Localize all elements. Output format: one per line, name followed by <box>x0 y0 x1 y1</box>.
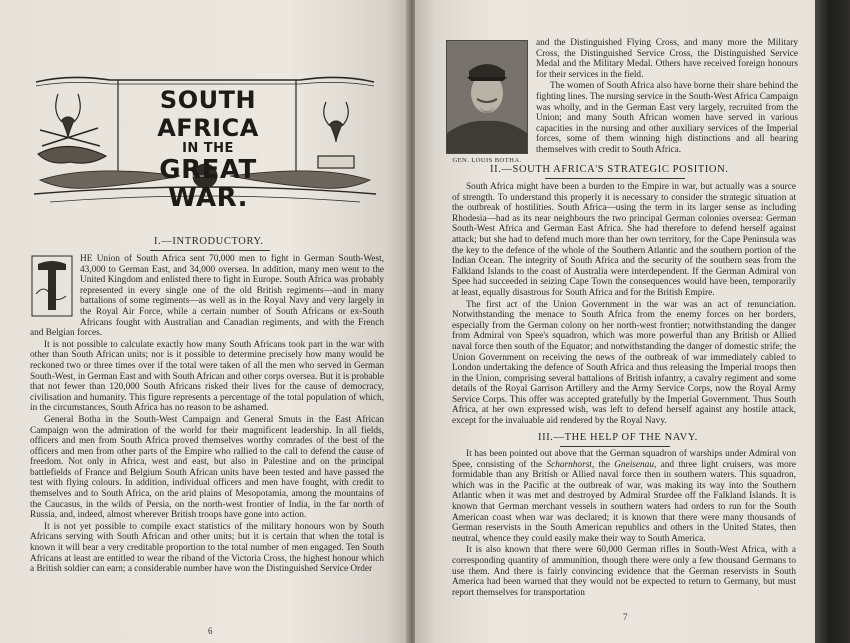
book-cover-edge <box>815 0 850 643</box>
paragraph: The women of South Africa also have borne their share behind the fighting lines. The nursing service in the South-West Africa Campaign was wholly, and in the German East very largely, recruited from the Union; and many South African women have served in various capacities in the nursing and other auxiliary services of the Imperial forces, some of them winning high distinctions and all bearing themselves with credit to South Africa. <box>536 81 798 155</box>
book-title <box>120 86 296 212</box>
paragraph: General Botha in the South-West Campaign and General Smuts in the East African Campaign won the admiration of the world for their magnificent leadership. In all fields, officers and men from South Africa proved themselves worthy comrades of the best of the officers and men from other parts of the Empire who rallied to the call to defend the cause of freedom. Not only in Africa, west and east, but also in Palestine and on the principal battlefields of France and Belgium South African units have been tested and have passed the test with flying colours. In addition, individual officers and men have fought, with credit to themselves and to South Africa, on the arid plains of Mesopotamia, among the mountains of the Caucasus, in the wilds of Persia, on the north-west frontier of India, in the far north of Russia, and, indeed, almost wherever British troops have gone into action. <box>30 414 384 521</box>
paragraph: It is also known that there were 60,000 German rifles in South-West Africa, with a corresponding quantity of ammunition, though there were only a few thousand Germans to use them. And there is fairly convincing evidence that the German reservists in South America had been warned that they would not be expected to return to Germany, but must report themselves for transportation <box>452 545 796 598</box>
section-2-body <box>452 182 796 428</box>
portrait-figure <box>447 41 527 153</box>
text-run: , and three light cruisers, was more formidable than any British or Allied naval force then in southern waters. This squadron, which was in the Pacific at the outbreak of war, was making its way into the Southern Atlantic when it was met and destroyed by Admiral Sturdee off the Falkland Islands. It is known that German merchant vessels in southern waters had orders to run for the South American coast when war was declared; it is known that there were many thousands of German reservists in the South American republics and others in the United States, then neutral, whence they could easily make their way to South America. <box>452 459 796 544</box>
paragraph: It is not possible to calculate exactly how many South Africans took part in the war with other than South African units; nor is it possible to determine precisely how many would be reckoned two or three times over if the total were taken of all the men who served in German South-West, in German East and with South African and other corps oversea. But it is probable that not fewer than 120,000 South Africans risked their lives for the cause of democracy, civilisation and humanity. This figure represents a percentage of the total population of which, in the circumstances, South Africa has no reason to be ashamed. <box>30 339 384 414</box>
section-1-heading: I.—INTRODUCTORY. <box>154 236 264 247</box>
title-line-2: IN THE <box>182 141 234 156</box>
portrait-caption: GEN. LOUIS BOTHA. <box>452 157 522 164</box>
dropcap-t-ornament <box>30 254 74 318</box>
springbok-left-icon <box>38 94 106 163</box>
paragraph: It is not yet possible to compile exact statistics of the military honours won by South Africans serving with South African and other units; but it is certain that when the total is known it will bear a very creditable proportion to the total number of men engaged. Ten South Africans at least are entitled to wear the riband of the Victoria Cross, the highest honour which a British soldier can earn; a considerable number have won the Distinguished Service Order <box>30 521 384 575</box>
page-number-right: 7 <box>623 612 628 622</box>
section-2-heading: II.—SOUTH AFRICA'S STRATEGIC POSITION. <box>490 164 729 175</box>
ship-name: Gneisenau <box>614 459 654 470</box>
paragraph: South Africa might have been a burden to the Empire in war, but actually was a source of strength. To understand this properly it is necessary to consider the strategic situation at the outbreak of hostilities. South Africa—using the term in its larger sense as including Rhodesia—had as its near neighbours the two principal German colonies oversea: German South-West Africa and German East Africa. She had therefore to defend herself against attack; but she had to defend much more than her own territory, for the Cape Peninsula was the key to the defence of the whole of the Southern Atlantic and the southern portion of the Indian Ocean. The integrity of South Africa and the security of the southern seas from the Falkland Islands to the coast of Australia were interdependent. If the German Admiral von Spee had succeeded in seizing Cape Town the consequences would have been, temporarily at least, equally disastrous for South Africa and for the British Empire. <box>452 182 796 298</box>
portrait-photo <box>446 40 528 154</box>
left-page-body <box>30 254 384 576</box>
paragraph <box>452 449 796 544</box>
section-2-rule <box>545 178 685 179</box>
section-1-rule <box>150 250 270 251</box>
section-3-rule <box>560 446 670 447</box>
ship-name: Scharnhorst <box>546 459 592 470</box>
title-line-1: SOUTH AFRICA <box>157 86 259 142</box>
section-3-heading: III.—THE HELP OF THE NAVY. <box>538 432 698 443</box>
text-run: , the <box>591 459 615 470</box>
paragraph: and the Distinguished Flying Cross, and many more the Military Cross, the Distinguished Service Cross, the Distinguished Service Medal and the Military Medal. Others have received foreign honours for their services in the field. <box>536 38 798 80</box>
section-3-body <box>452 449 796 599</box>
right-page-intro <box>536 38 798 157</box>
left-page <box>0 0 411 643</box>
springbok-right-icon <box>318 102 354 168</box>
title-line-3: GREAT WAR. <box>159 155 257 213</box>
text-run: It has been pointed out above that the German squadron of warships under Admiral von Spee, consisting of the <box>452 449 796 470</box>
title-banner <box>30 72 380 213</box>
paragraph: HE Union of South Africa sent 70,000 men to fight in German South-West, 43,000 to German East, and 34,000 oversea. In addition, many men went to the United Kingdom and enlisted there to fight in Europe. South Africa was probably represented in every single one of the old British regiments—and in many battalions of some regiments—as well as in the Royal Navy and very largely in the Royal Air Force, while a certain number of South Africans or ex-South Africans fought with Australian and Canadian regiments, and with the French and Belgian forces. <box>30 254 384 339</box>
paragraph: The first act of the Union Government in the war was an act of renunciation. Notwithstanding the menace to South Africa from the enemy forces on her borders, especially from the German colony on her north-west frontier; notwithstanding the danger from Admiral von Spee's squadron, which was more powerful than any British or Allied naval force then south of the Equator; and notwithstanding the danger of domestic strife; the Union Government on receiving the news of the outbreak of war immediately cabled to London undertaking the defence of South Africa and thus releasing the Imperial troops then in the Union, comprising several battalions of British infantry, a cavalry regiment and some details of the Royal Garrison Artillery and the Army Service Corps, now the Royal Army Service Corps. This offer was accepted gratefully by the Imperial Government. Thus South Africa, at her own expressed wish, was left to defend herself against any hostile attack, except for the invaluable aid rendered by the Royal Navy. <box>452 299 796 427</box>
page-number-left: 6 <box>208 626 213 636</box>
